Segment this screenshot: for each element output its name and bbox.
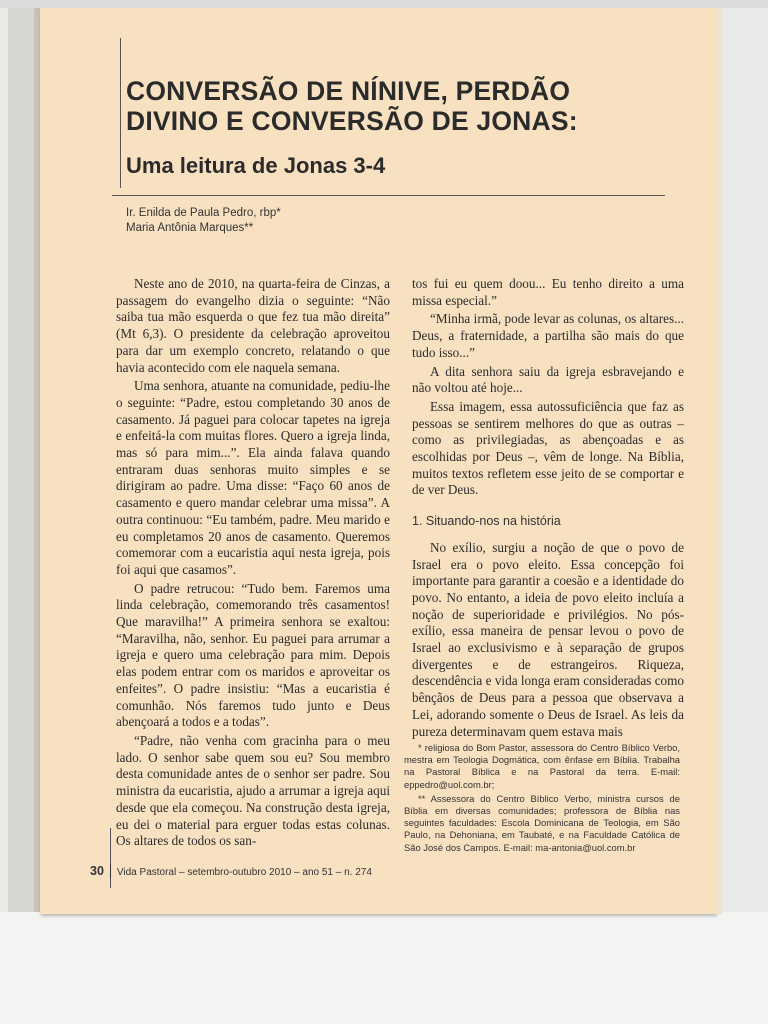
footer-separator <box>110 864 111 878</box>
paragraph: Essa imagem, essa autossuficiência que faz as pessoas se sentirem melhores do que as outras – como as privilegiadas, as abençoadas e as escolhidas por Deus –, vêm de longe. Na Bíblia, muitos textos refletem esse jeito de se comportar e de ver Deus. <box>412 398 684 498</box>
paragraph: “Padre, não venha com gracinha para o meu lado. O senhor sabe quem sou eu? Sou membro desta comunidade antes de o senhor ser padre. Sou ministra da eucaristia, ajudo a arrumar a igreja aqui desde que ela começou. Na construção desta igreja, eu dei o material para erguer todas estas colunas. Os altares de todos os san- <box>116 732 390 849</box>
body-column-left <box>116 276 390 852</box>
paragraph: O padre retrucou: “Tudo bem. Faremos uma linda celebração, comemorando três casamentos! Que maravilha!” A primeira senhora se exaltou: “Maravilha, não, senhor. Eu paguei para arrumar a igreja e quero uma celebração para mim. Depois elas podem entrar com os maridos e aproveitar os enfeites”. O padre insistiu: “Mas a eucaristia é comunhão. Nós faremos tudo junto e Deus abençoará a todos e a todas”. <box>116 580 390 730</box>
publication-info: Vida Pastoral – setembro-outubro 2010 – ano 51 – n. 274 <box>116 867 372 878</box>
paragraph: “Minha irmã, pode levar as colunas, os altares... Deus, a fraternidade, a partilha são mais do que tudo isso...” <box>412 311 684 360</box>
paragraph: Uma senhora, atuante na comunidade, pediu-lhe o seguinte: “Padre, estou completando 30 anos de casamento. Já paguei para colocar tapetes na igreja e enfeitá-la com muitas flores. Quero a igreja linda, mas só para mim...”. Ela ainda falava quando entraram duas senhoras muito simples e se dirigiram ao padre. Uma disse: “Faço 60 anos de casamento e quero mandar celebrar uma missa”. A outra continuou: “Eu também, padre. Meu marido e eu completamos 20 anos de casamento. Queremos comemorar com a eucaristia aqui nesta igreja, pois foi aqui que casamos”. <box>116 378 390 577</box>
footer-vertical-rule <box>110 828 111 888</box>
section-heading: 1. Situando-nos na história <box>412 514 561 529</box>
scan-background-top <box>0 0 768 8</box>
page-right-edge <box>716 8 722 914</box>
title-line-2: DIVINO E CONVERSÃO DE JONAS: <box>126 106 578 136</box>
author-1: Ir. Enilda de Paula Pedro, rbp* <box>126 207 281 219</box>
title-line-1: CONVERSÃO DE NÍNIVE, PERDÃO <box>126 76 571 106</box>
page-footer <box>90 864 490 878</box>
article-title <box>126 76 666 136</box>
scan-background-bottom <box>0 912 768 1024</box>
page-number: 30 <box>90 864 104 878</box>
title-divider <box>112 195 665 196</box>
paragraph: Neste ano de 2010, na quarta-feira de Cinzas, a passagem do evangelho dizia o seguinte: “Não saiba tua mão esquerda o que fez tua mão direita” (Mt 6,3). O presidente da celebração aproveitou para dar um exemplo concreto, relatando o que havia acontecido com ele naquela semana. <box>116 276 390 375</box>
footnote-2: ** Assessora do Centro Bíblico Verbo, ministra cursos de Bíblia em diversas comunidades; professora de Bíblia nas seguintes faculdades: Escola Dominicana de Teologia, em São Paulo, na Dehoniana, em Taubaté, e na Faculdade Católica de São José dos Campos. E-mail: ma-antonia@uol.com.br <box>404 792 680 853</box>
body-column-right <box>412 276 684 742</box>
title-vertical-rule <box>120 38 121 188</box>
paragraph: A dita senhora saiu da igreja esbravejando e não voltou até hoje... <box>412 363 684 396</box>
author-2: Maria Antônia Marques** <box>126 222 254 234</box>
paragraph: No exílio, surgiu a noção de que o povo de Israel era o povo eleito. Essa concepção foi importante para garantir a coesão e a identidade do povo. No entanto, a ideia de povo eleito incluía a noção de superioridade e privilégios. No pós-exílio, essa maneira de pensar levou o povo de Israel ao exclusivismo e à separação de grupos divergentes e de estrangeiros. Riqueza, descendência e vida longa eram consideradas como bênçãos de Deus para a pessoa que observava a Lei, adorando somente o Deus de Israel. As leis da pureza determinavam quem estava mais <box>412 539 684 739</box>
footnote-1: * religiosa do Bom Pastor, assessora do Centro Bíblico Verbo, mestra em Teologia Dogmática, com ênfase em Bíblia. Trabalha na Pastoral Bíblica e na Pastoral da terra. E-mail: eppedro@uol.com.br; <box>404 742 680 790</box>
footnotes <box>404 742 680 856</box>
article-subtitle: Uma leitura de Jonas 3-4 <box>126 153 386 178</box>
paragraph-continuation: tos fui eu quem doou... Eu tenho direito a uma missa especial.” <box>412 276 684 308</box>
author-list <box>126 206 526 236</box>
